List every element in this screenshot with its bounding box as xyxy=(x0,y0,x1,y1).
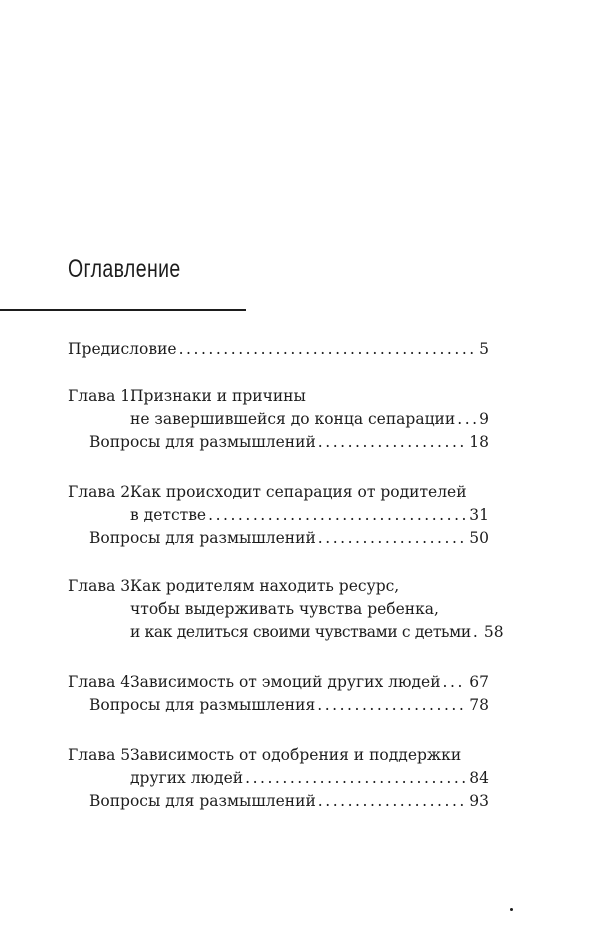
toc-page-number: 67 xyxy=(469,673,489,691)
page-mark xyxy=(510,908,513,911)
toc-entry-questions-5[interactable] xyxy=(89,791,489,811)
toc-entry-text: и как делиться своими чувствами с детьми xyxy=(130,623,471,641)
toc-leader-dots xyxy=(208,505,466,525)
toc-page-number: 9 xyxy=(479,410,489,428)
toc-chapter-label: Глава 3. xyxy=(68,577,136,595)
toc-chapter-label: Глава 5. xyxy=(68,746,136,764)
toc-leader-dots xyxy=(318,528,466,548)
toc-page-number: 58 xyxy=(483,623,504,641)
toc-entry-preface[interactable] xyxy=(68,339,489,359)
toc-entry-questions-2[interactable] xyxy=(89,528,489,548)
toc-entry-title-line: Зависимость от одобрения и поддержки xyxy=(130,746,462,764)
toc-entry-title-line: чтобы выдерживать чувства ребенка, xyxy=(130,600,439,618)
toc-entry-text: Зависимость от эмоций других людей xyxy=(130,673,441,691)
toc-page-number: 93 xyxy=(469,792,489,810)
toc-leader-dots xyxy=(443,672,467,692)
toc-entry-chapter-3[interactable] xyxy=(130,622,504,642)
toc-entry-questions-4[interactable] xyxy=(89,695,489,715)
toc-leader-dots xyxy=(179,339,477,359)
toc-leader-dots xyxy=(245,768,466,788)
toc-page-number: 31 xyxy=(469,506,489,524)
toc-entry-text: Вопросы для размышления xyxy=(89,696,316,714)
toc-entry-chapter-4[interactable] xyxy=(68,672,489,692)
toc-entry-questions-1[interactable] xyxy=(89,432,489,452)
page-title: Оглавление xyxy=(68,255,181,283)
toc-entry-chapter-2[interactable] xyxy=(130,505,489,525)
toc-leader-dots xyxy=(457,409,476,429)
toc-entry-title-line: Признаки и причины xyxy=(130,387,306,405)
toc-leader-dots xyxy=(317,695,466,715)
toc-entry-text: Вопросы для размышлений xyxy=(89,529,316,547)
toc-entry-title-line: Как родителям находить ресурс, xyxy=(130,577,400,595)
toc-entry-text: Вопросы для размышлений xyxy=(89,792,316,810)
toc-leader-dots xyxy=(473,622,481,642)
toc-entry-chapter-5[interactable] xyxy=(130,768,489,788)
toc-chapter-label: Глава 2. xyxy=(68,483,136,501)
toc-entry-text: в детстве xyxy=(130,506,207,524)
toc-entry-text: не завершившейся до конца сепарации xyxy=(130,410,456,428)
toc-entry-chapter-1[interactable] xyxy=(130,409,489,429)
toc-page-number: 18 xyxy=(469,433,489,451)
toc-entry-text: других людей xyxy=(130,769,244,787)
toc-chapter-label: Глава 1. xyxy=(68,387,136,405)
toc-page-number: 84 xyxy=(469,769,489,787)
toc-page-number: 78 xyxy=(469,696,489,714)
toc-page-number: 50 xyxy=(469,529,489,547)
toc-entry-text: Предисловие xyxy=(68,340,177,358)
toc-entry-text: Вопросы для размышлений xyxy=(89,433,316,451)
toc-leader-dots xyxy=(318,432,466,452)
toc-chapter-label: Глава 4. xyxy=(68,673,136,691)
toc-leader-dots xyxy=(318,791,466,811)
toc-page-number: 5 xyxy=(479,340,489,358)
toc-entry-title-line: Как происходит сепарация от родителей xyxy=(130,483,467,501)
